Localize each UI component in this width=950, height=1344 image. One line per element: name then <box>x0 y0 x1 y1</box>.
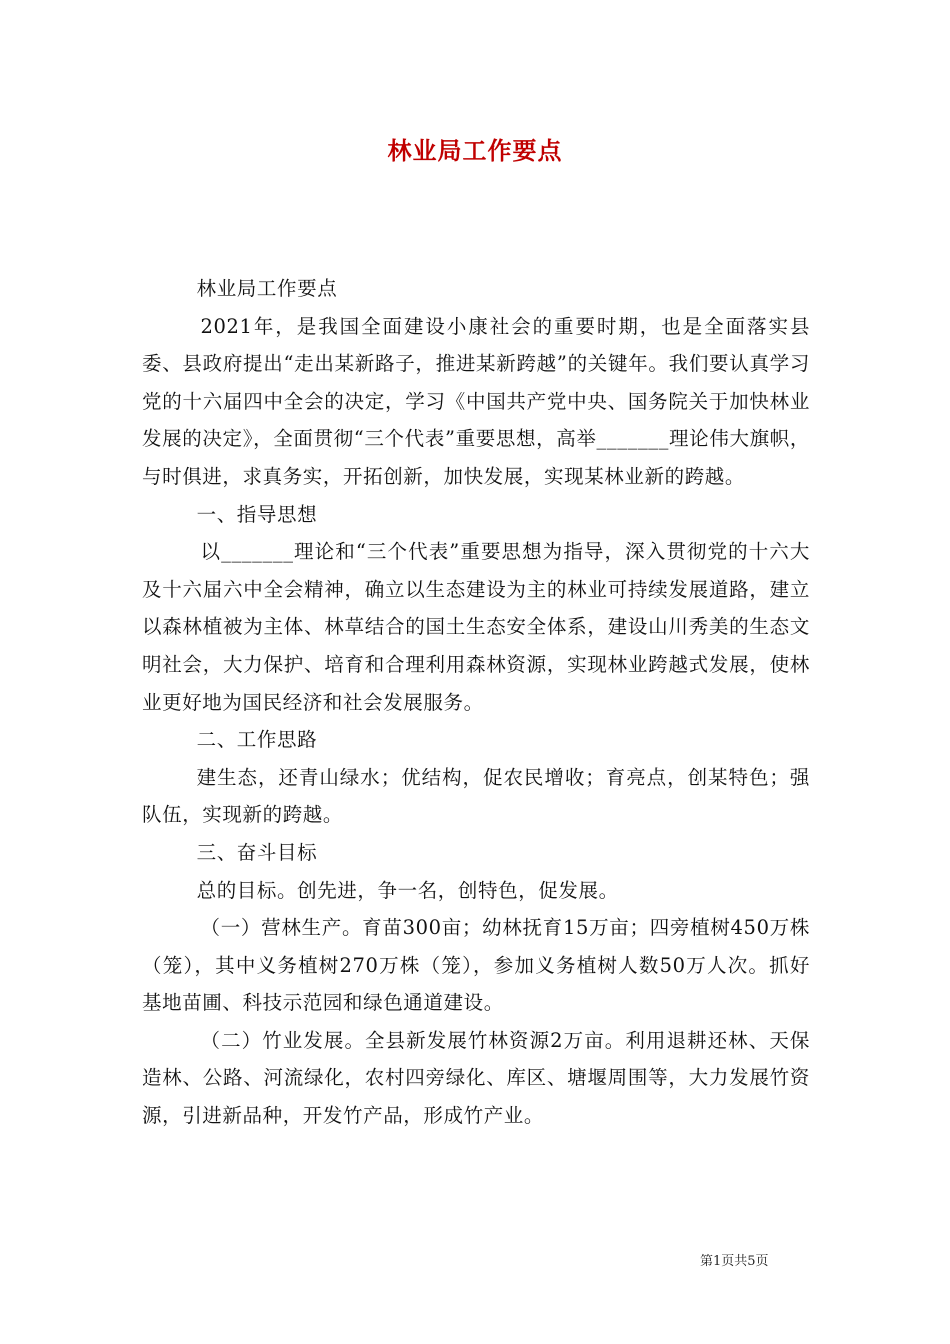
document-body <box>142 270 810 1135</box>
section-heading-work-ideas: 二、工作思路 <box>196 728 318 752</box>
paragraph-work-ideas: 建生态，还青山绿水；优结构，促农民增收；育亮点，创某特色；强队伍，实现新的跨越。 <box>142 765 810 827</box>
paragraph-afforestation: （一）营林生产。育苗300亩；幼林抚育15万亩；四旁植树450万株（笼），其中义务植树270万株（笼），参加义务植树人数50万人次。抓好基地苗圃、科技示范园和绿色通道建设。 <box>142 916 810 1015</box>
page-title: 林业局工作要点 <box>387 136 563 165</box>
section-heading-guiding-ideology: 一、指导思想 <box>196 502 318 526</box>
page-indicator: 第1页共5页 <box>700 1254 769 1269</box>
paragraph-guiding-ideology: 以_______理论和“三个代表”重要思想为指导，深入贯彻党的十六大及十六届六中全会精神，确立以生态建设为主的林业可持续发展道路，建立以森林植被为主体、林草结合的国土生态安全体系，建设山川秀美的生态文明社会，大力保护、培育和合理利用森林资源，实现林业跨越式发展，使林业更好地为国民经济和社会发展服务。 <box>142 540 810 714</box>
paragraph-overall-goal: 总的目标。创先进，争一名，创特色，促发展。 <box>196 878 619 902</box>
section-heading-goals: 三、奋斗目标 <box>196 840 318 864</box>
paragraph-bamboo: （二）竹业发展。全县新发展竹林资源2万亩。利用退耕还林、天保造林、公路、河流绿化，农村四旁绿化、库区、塘堰周围等，大力发展竹资源，引进新品种，开发竹产品，形成竹产业。 <box>142 1028 810 1128</box>
paragraph-intro: 2021年，是我国全面建设小康社会的重要时期，也是全面落实县委、县政府提出“走出某新路子，推进某新跨越”的关键年。我们要认真学习党的十六届四中全会的决定，学习《中国共产党中央、国务院关于加快林业发展的决定》，全面贯彻“三个代表”重要思想，高举_______理论伟大旗帜，与时俱进，求真务实，开拓创新，加快发展，实现某林业新的跨越。 <box>142 314 810 488</box>
document-subtitle: 林业局工作要点 <box>196 277 338 300</box>
